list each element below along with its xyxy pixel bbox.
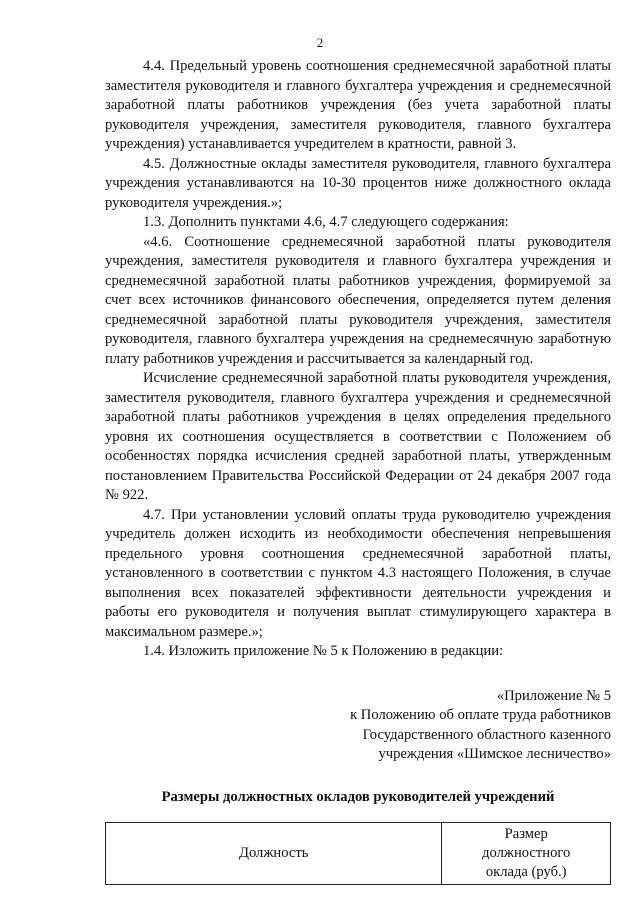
appendix-header: [105, 687, 611, 765]
paragraph-calculation: Исчисление среднемесячной заработной платы руководителя учреждения, заместителя руководителя, главного бухгалтера учреждения и среднемесячной заработной платы работников учреждения в целях определения предельного уровня их соотношения осуществляется в соответствии с Положением об особенностях порядка исчисления средней заработной платы, утвержденным постановлением Правительства Российской Федерации от 24 декабря 2007 года № 922.: [105, 370, 611, 503]
paragraph-1-4: 1.4. Изложить приложение № 5 к Положению в редакции:: [143, 643, 504, 659]
paragraph-4-5: 4.5. Должностные оклады заместителя руководителя, главного бухгалтера учреждения устанавливаются на 10-30 процентов ниже должностного оклада руководителя учреждения.»;: [105, 155, 611, 211]
document-body: [105, 57, 611, 885]
table-header-row: [106, 823, 611, 885]
page-number: 2: [316, 35, 324, 50]
table-title: Размеры должностных окладов руководителей учреждений: [161, 788, 555, 805]
paragraph-4-6: «4.6. Соотношение среднемесячной заработной платы руководителя учреждения, заместителя руководителя и главного бухгалтера учреждения и среднемесячной заработной платы работников учреждения, формируемой за счет всех источников финансового обеспечения, определяется путем деления среднемесячной заработной платы руководителя учреждения, заместителя руководителя, главного бухгалтера учреждения на среднемесячную заработную плату работников учреждения и рассчитывается за календарный год.: [105, 233, 611, 367]
column-header-position: Должность: [106, 823, 442, 885]
header-line: оклада (руб.): [485, 864, 567, 880]
header-line: должностного: [482, 845, 571, 861]
column-header-salary: [442, 823, 611, 885]
salary-table: [105, 822, 611, 885]
appendix-line: к Положению об оплате труда работников: [350, 707, 611, 723]
paragraph-4-7: 4.7. При установлении условий оплаты труда руководителю учреждения учредитель должен исходить из необходимости обеспечения непревышения предельного уровня соотношения среднемесячной заработной платы, установленного в соответствии с пунктом 4.3 настоящего Положения, в случае выполнения всех показателей эффективности деятельности учреждения и работы его руководителя и получения выплат стимулирующего характера в максимальном размере.»;: [105, 506, 611, 640]
paragraph-1-3: 1.3. Дополнить пунктами 4.6, 4.7 следующего содержания:: [143, 214, 509, 230]
appendix-line: учреждения «Шимское лесничество»: [378, 746, 611, 762]
paragraph-4-4: 4.4. Предельный уровень соотношения среднемесячной заработной платы заместителя руководителя и главного бухгалтера учреждения и среднемесячной заработной платы работников учреждения (без учета заработной платы руководителя учреждения, заместителя руководителя, главного бухгалтера учреждения) устанавливается учредителем в кратности, равной 3.: [105, 58, 611, 152]
header-line: Размер: [504, 826, 548, 842]
appendix-line: «Приложение № 5: [496, 687, 611, 704]
appendix-line: Государственного областного казенного: [362, 726, 611, 743]
